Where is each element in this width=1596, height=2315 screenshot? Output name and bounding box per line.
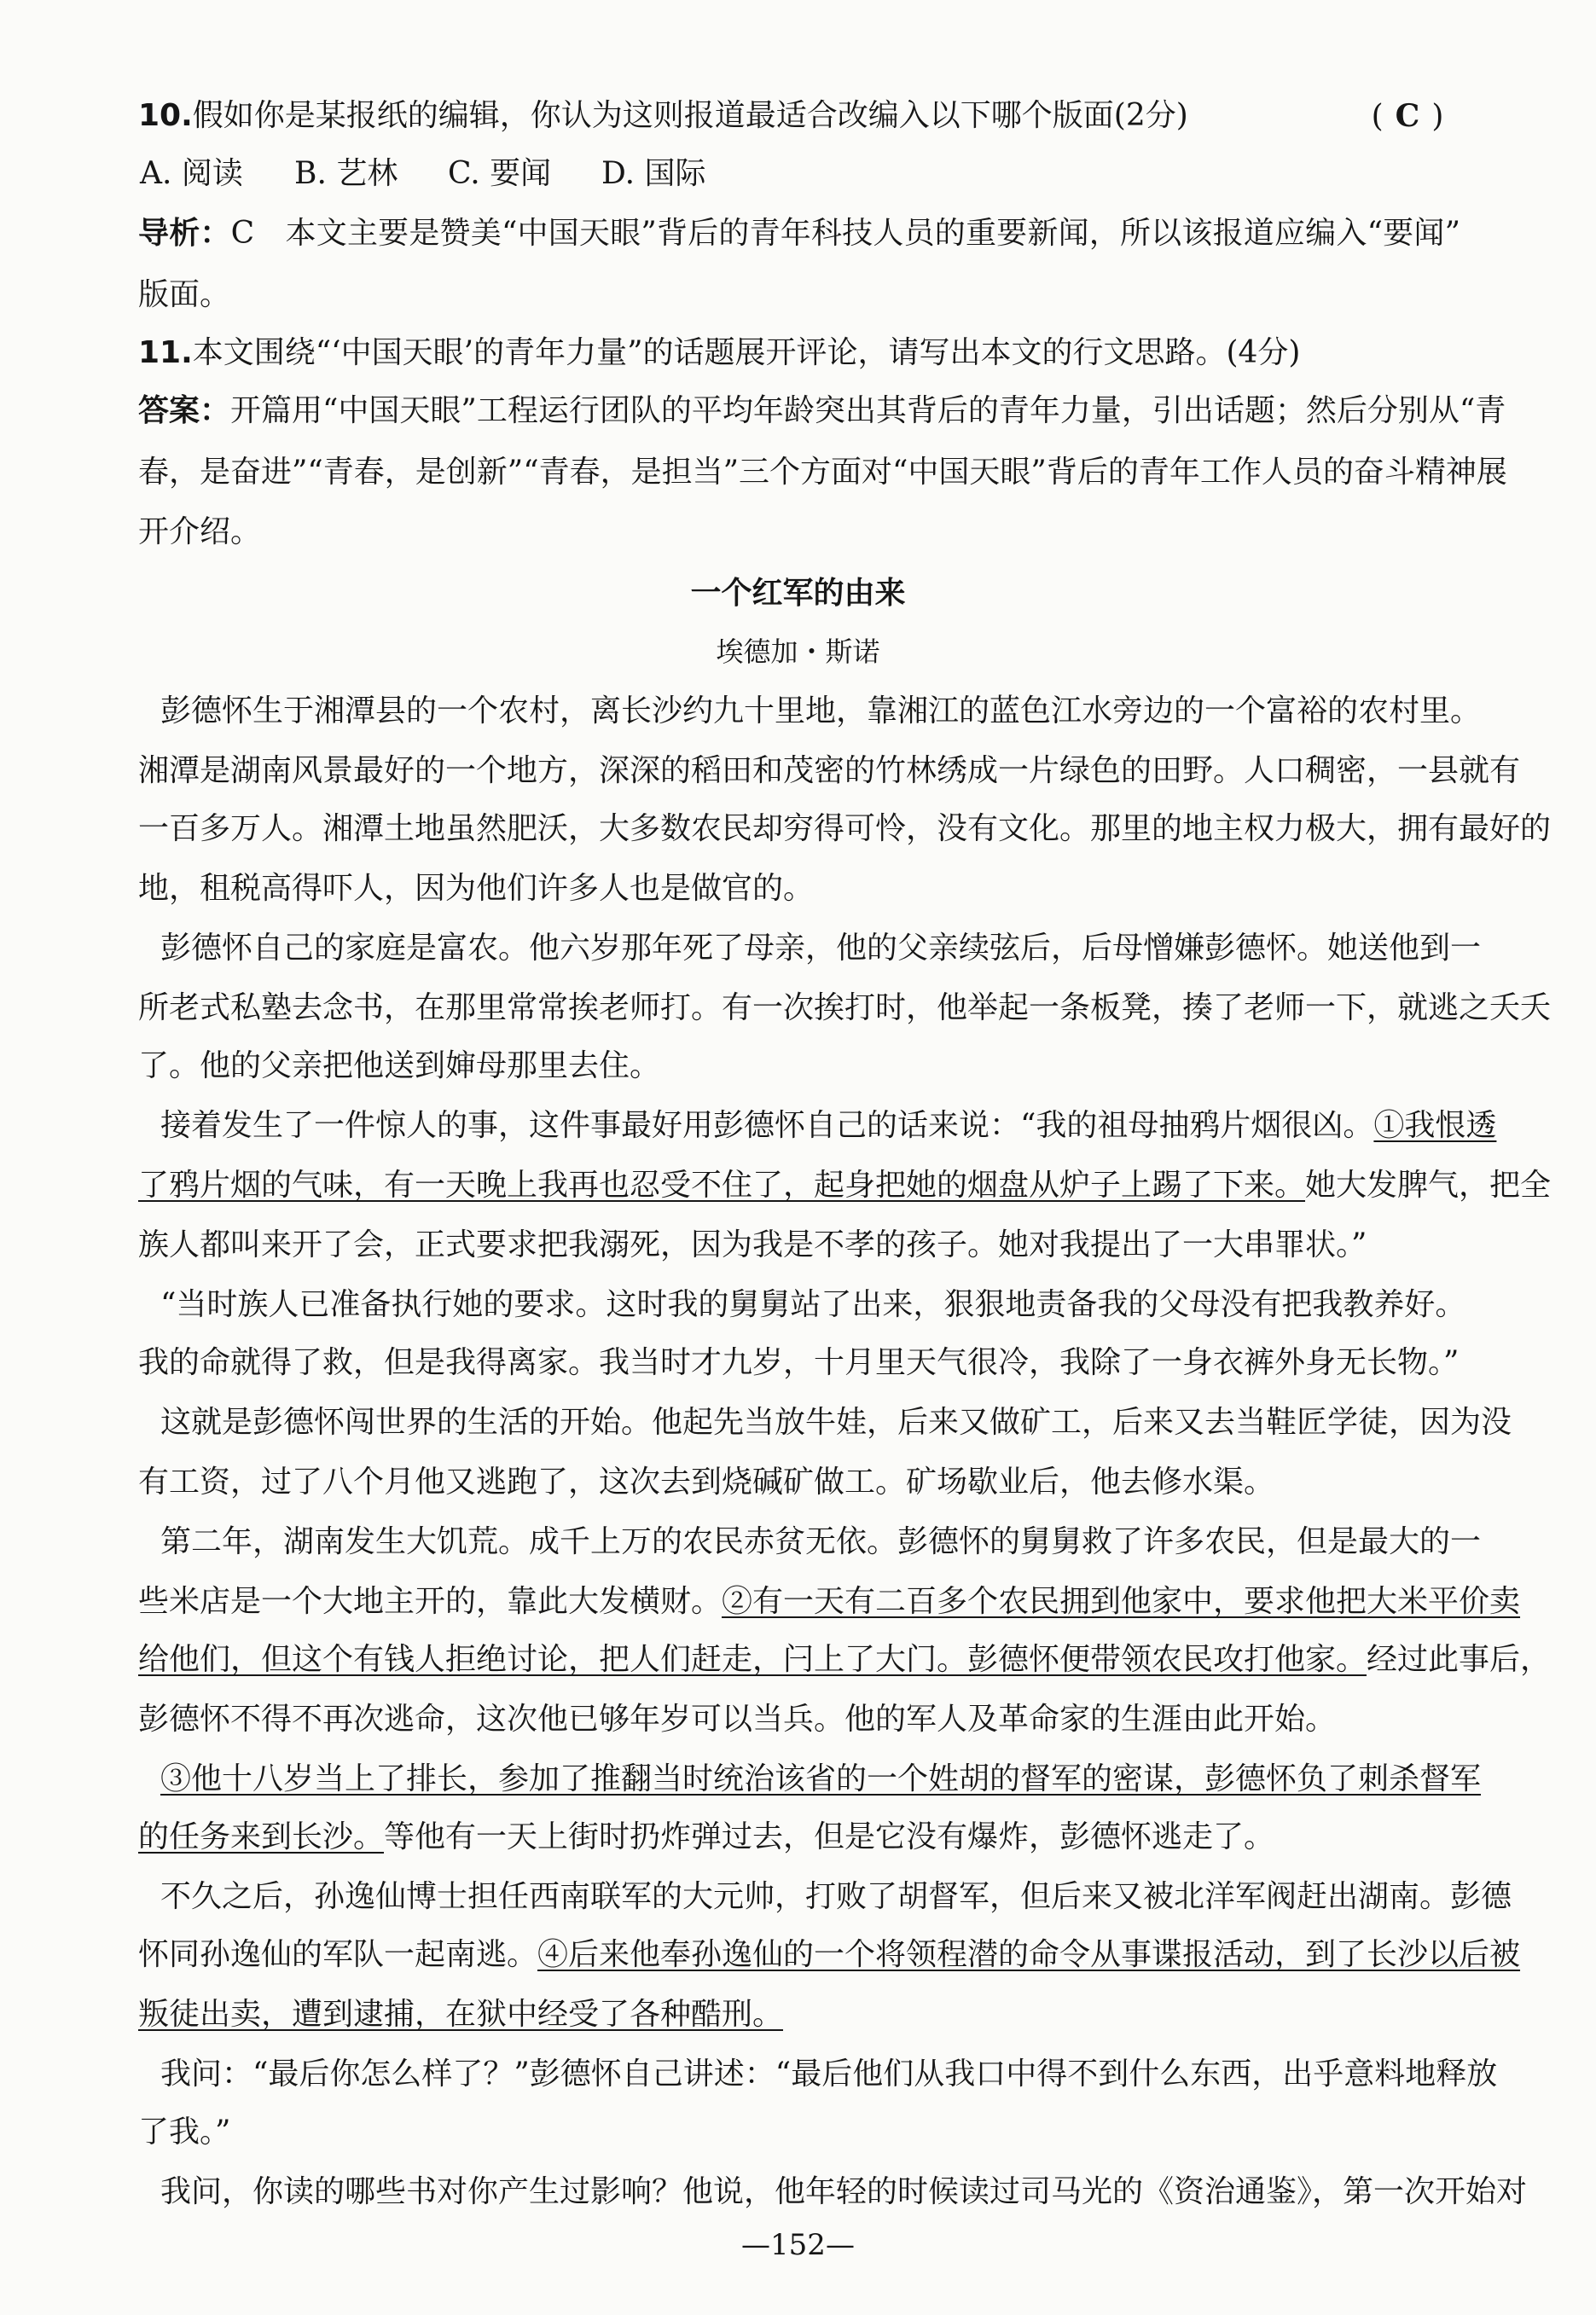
q10-stem bbox=[138, 96, 1332, 136]
q10-option-c: C. 要闻 bbox=[448, 156, 552, 191]
p6-line3 bbox=[138, 1639, 1552, 1680]
q11-stem-text: 本文围绕“‘中国天眼’的青年力量”的话题展开评论，请写出本文的行文思路。(4分) bbox=[192, 335, 1301, 370]
q10-stem-text: 假如你是某报纸的编辑，你认为这则报道最适合改编入以下哪个版面(2分) bbox=[192, 98, 1188, 133]
q11-answer-line3: 开介绍。 bbox=[138, 514, 262, 549]
p4-line1: “当时族人已准备执行她的要求。这时我的舅舅站了出来，狠狠地责备我的父母没有把我教养好。 bbox=[160, 1287, 1466, 1322]
p5-line2: 有工资，过了八个月他又逃跑了，这次去到烧碱矿做工。矿场歇业后，他去修水渠。 bbox=[138, 1465, 1275, 1500]
underlined-sentence-4-end: 叛徒出卖，遭到逮捕，在狱中经受了各种酷刑。 bbox=[138, 1997, 784, 2032]
p1-line3: 一百多万人。湘潭土地虽然肥沃，大多数农民却穷得可怜，没有文化。那里的地主权力极大，拥有最好的 bbox=[138, 811, 1552, 846]
p7-line1 bbox=[160, 1759, 1482, 1800]
p8-line2-plain: 怀同孙逸仙的军队一起南逃。 bbox=[138, 1937, 538, 1972]
page-number: —152— bbox=[741, 2228, 855, 2262]
p3-line1 bbox=[160, 1105, 1497, 1146]
q10-answer-open: ( bbox=[1371, 99, 1384, 134]
q11-answer-line2: 春，是奋进”“青春，是创新”“青春，是担当”三个方面对“中国天眼”背后的青年工作人员的奋斗精神展 bbox=[138, 455, 1507, 490]
p8-line1: 不久之后，孙逸仙博士担任西南联军的大元帅，打败了胡督军，但后来又被北洋军阀赶出湖南。彭德 bbox=[160, 1879, 1512, 1914]
q10-analysis bbox=[138, 213, 1460, 254]
q10-answer bbox=[1356, 96, 1459, 137]
p4-line2: 我的命就得了救，但是我得离家。我当时才九岁，十月里天气很冷，我除了一身衣裤外身无长物。” bbox=[138, 1345, 1460, 1380]
p2-line3: 了。他的父亲把他送到婶母那里去住。 bbox=[138, 1048, 661, 1083]
underlined-sentence-3-start: ③他十八岁当上了排长，参加了推翻当时统治该省的一个姓胡的督军的密谋，彭德怀负了刺杀督军 bbox=[160, 1761, 1482, 1796]
p7-line2 bbox=[138, 1817, 1460, 1858]
p1-line4: 地，租税高得吓人，因为他们许多人也是做官的。 bbox=[138, 871, 815, 906]
q10-analysis-line2: 版面。 bbox=[138, 277, 231, 312]
q10-answer-value: C bbox=[1395, 98, 1420, 134]
p8-line3 bbox=[138, 1994, 1460, 2035]
p6-line2-plain: 些米店是一个大地主开的，靠此大发横财。 bbox=[138, 1584, 723, 1619]
p10-line1: 我问，你读的哪些书对你产生过影响？他说，他年轻的时候读过司马光的《资治通鉴》，第一次开始对 bbox=[160, 2174, 1528, 2209]
p6-line3-plain: 经过此事后， bbox=[1367, 1642, 1552, 1677]
article-title: 一个红军的由来 bbox=[690, 576, 906, 611]
p7-line2-plain: 等他有一天上街时扔炸弹过去，但是它没有爆炸，彭德怀逃走了。 bbox=[384, 1819, 1275, 1854]
p5-line1: 这就是彭德怀闯世界的生活的开始。他起先当放牛娃，后来又做矿工，后来又去当鞋匠学徒，因为没 bbox=[160, 1405, 1512, 1440]
q10-answer-close: ) bbox=[1431, 99, 1444, 134]
article-author: 埃德加・斯诺 bbox=[716, 635, 880, 668]
q10-analysis-label: 导析： bbox=[138, 216, 231, 251]
p6-line4: 彭德怀不得不再次逃命，这次他已够年岁可以当兵。他的军人及革命家的生涯由此开始。 bbox=[138, 1702, 1337, 1737]
p2-line1: 彭德怀自己的家庭是富农。他六岁那年死了母亲，他的父亲续弦后，后母憎嫌彭德怀。她送他到一 bbox=[160, 931, 1482, 966]
q11-answer-text: 开篇用“中国天眼”工程运行团队的平均年龄突出其背后的青年力量，引出话题；然后分别从“青 bbox=[230, 393, 1506, 428]
q10-option-d: D. 国际 bbox=[601, 156, 706, 191]
p3-line2-plain: 她大发脾气，把全 bbox=[1305, 1168, 1552, 1203]
p6-line2 bbox=[138, 1581, 1521, 1622]
p3-line3: 族人都叫来开了会，正式要求把我溺死，因为我是不孝的孩子。她对我提出了一大串罪状。” bbox=[138, 1227, 1367, 1262]
p3-line2 bbox=[138, 1165, 1552, 1206]
q10-option-b: B. 艺林 bbox=[294, 156, 398, 191]
p8-line2 bbox=[138, 1935, 1521, 1976]
q11-stem bbox=[138, 333, 1460, 374]
p9-line2: 了我。” bbox=[138, 2115, 231, 2150]
underlined-sentence-1-start: ①我恨透 bbox=[1373, 1108, 1497, 1143]
q10-analysis-text: C 本文主要是赞美“中国天眼”背后的青年科技人员的重要新闻，所以该报道应编入“要闻” bbox=[230, 216, 1460, 251]
underlined-sentence-4-start: ④后来他奉孙逸仙的一个将领程潜的命令从事谍报活动，到了长沙以后被 bbox=[537, 1937, 1521, 1972]
underlined-sentence-3-end: 的任务来到长沙。 bbox=[138, 1819, 385, 1854]
p1-line1: 彭德怀生于湘潭县的一个农村，离长沙约九十里地，靠湘江的蓝色江水旁边的一个富裕的农村里。 bbox=[160, 693, 1482, 728]
q10-number: 10. bbox=[138, 98, 193, 133]
q11-answer-line1 bbox=[138, 391, 1506, 432]
p6-line1: 第二年，湖南发生大饥荒。成千上万的农民赤贫无依。彭德怀的舅舅救了许多农民，但是最大的一 bbox=[160, 1524, 1482, 1559]
q11-answer-label: 答案： bbox=[138, 393, 231, 428]
p1-line2: 湘潭是湖南风景最好的一个地方，深深的稻田和茂密的竹林绣成一片绿色的田野。人口稠密，一县就有 bbox=[138, 753, 1521, 788]
p9-line1: 我问：“最后你怎么样了？”彭德怀自己讲述：“最后他们从我口中得不到什么东西，出乎意料地释放 bbox=[160, 2057, 1498, 2092]
p2-line2: 所老式私塾去念书，在那里常常挨老师打。有一次挨打时，他举起一条板凳，揍了老师一下，就逃之夭夭 bbox=[138, 990, 1552, 1025]
underlined-sentence-2-end: 给他们，但这个有钱人拒绝讨论，把人们赶走，闩上了大门。彭德怀便带领农民攻打他家。 bbox=[138, 1642, 1367, 1677]
p3-line1-plain: 接着发生了一件惊人的事，这件事最好用彭德怀自己的话来说：“我的祖母抽鸦片烟很凶。 bbox=[160, 1108, 1374, 1143]
q11-number: 11. bbox=[138, 335, 193, 370]
q10-option-a: A. 阅读 bbox=[140, 156, 243, 191]
underlined-sentence-2-start: ②有一天有二百多个农民拥到他家中，要求他把大米平价卖 bbox=[722, 1584, 1521, 1619]
underlined-sentence-1-end: 了鸦片烟的气味，有一天晚上我再也忍受不住了，起身把她的烟盘从炉子上踢了下来。 bbox=[138, 1168, 1306, 1203]
